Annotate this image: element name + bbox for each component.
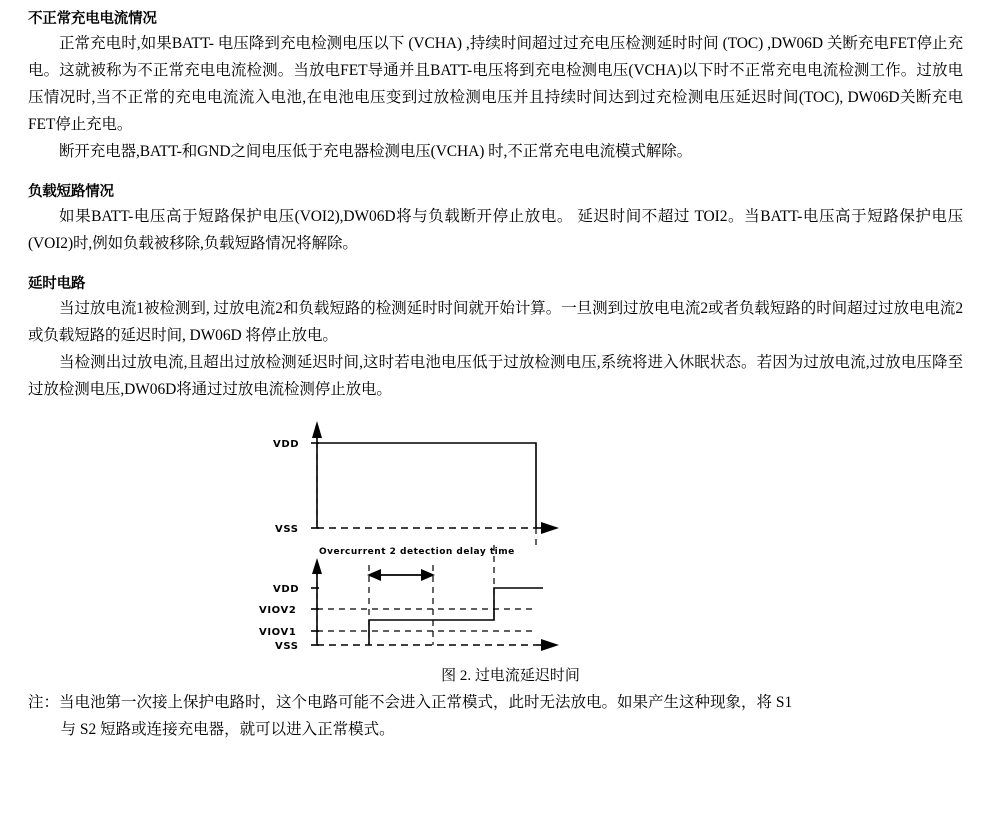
spacer-1	[28, 165, 963, 181]
figure-caption: 图 2. 过电流延迟时间	[441, 668, 580, 684]
bottom-label-viov2: VIOV2	[258, 605, 296, 616]
footer-note	[28, 689, 963, 743]
top-label-vss: VSS	[274, 524, 298, 535]
bottom-signal-trace	[369, 588, 543, 645]
paragraph-delay-circuit-2: 当检测出过放电流,且超出过放检测延迟时间,这时若电池电压低于过放检测电压,系统将进入休眠状态。若因为过放电流,过放电压降至过放检测电压,DW06D将通过过放电流检测停止放电。	[28, 354, 963, 398]
top-waveform	[273, 421, 559, 546]
section-heading-abnormal-charge-current: 不正常充电电流情况	[28, 11, 157, 27]
section-heading-delay-circuit: 延时电路	[28, 276, 86, 292]
paragraph-abnormal-charge-1: 正常充电时,如果BATT- 电压降到充电检测电压以下 (VCHA) ,持续时间超过过充电压检测延时时间 (TOC) ,DW06D 关断充电FET停止充电。这就被称为不正常充电电流检测。当放电FET导通并且BATT-电压将到充电检测电压(VCHA)以下时不正常充电电流检测工作。过放电压情况时,当不正常的充电电流流入电池,在电池电压变到过放检测电压并且持续时间达到过充检测电压延迟时间(TOC), DW06D关断充电FET停止充电。	[28, 35, 963, 133]
paragraph-abnormal-charge-2: 断开充电器,BATT-和GND之间电压低于充电器检测电压(VCHA) 时,不正常充电电流模式解除。	[59, 143, 693, 160]
footer-note-line-2: 与 S2 短路或连接充电器，就可以进入正常模式。	[60, 721, 395, 738]
delay-annotation-label: Overcurrent 2 detection delay time	[318, 547, 515, 557]
waveform-svg	[251, 413, 771, 663]
figure-overcurrent-delay	[28, 413, 963, 687]
footer-note-line-1: 注：当电池第一次接上保护电路时，这个电路可能不会进入正常模式，此时无法放电。如果产生这种现象，将 S1	[28, 694, 793, 711]
top-x-axis-arrow-icon	[541, 522, 559, 534]
top-y-axis-arrow-icon	[312, 421, 322, 438]
figure-waveform-graphic	[251, 413, 771, 663]
bottom-label-vss: VSS	[274, 641, 298, 652]
top-label-vdd: VDD	[272, 439, 299, 450]
spacer-2	[28, 257, 963, 273]
section-heading-load-short-circuit: 负载短路情况	[28, 184, 114, 200]
top-signal-trace	[317, 443, 536, 528]
bottom-waveform	[259, 545, 559, 652]
bottom-label-viov1: VIOV1	[258, 627, 296, 638]
bottom-x-axis-arrow-icon	[541, 639, 559, 651]
paragraph-delay-circuit-1: 当过放电流1被检测到, 过放电流2和负载短路的检测延时时间就开始计算。一旦测到过放电电流2或者负载短路的时间超过过放电电流2或负载短路的延迟时间, DW06D 将停止放电。	[28, 300, 963, 344]
bottom-label-vdd: VDD	[272, 584, 299, 595]
paragraph-load-short-1: 如果BATT-电压高于短路保护电压(VOI2),DW06D将与负载断开停止放电。 延迟时间不超过 TOI2。当BATT-电压高于短路保护电压(VOI2)时,例如负载被移除,负载短路情况将解除。	[28, 208, 963, 252]
